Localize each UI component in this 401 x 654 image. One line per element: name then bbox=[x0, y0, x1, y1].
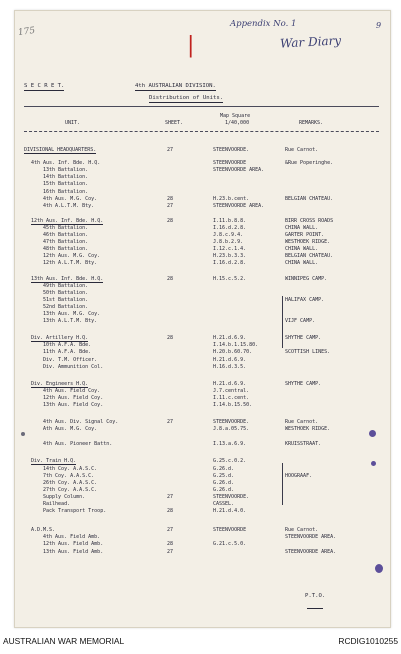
unit-cell: 4th Aus. Field Amb. bbox=[43, 534, 101, 541]
sheet-cell: 28 bbox=[167, 541, 174, 548]
unit-cell: 14th Battalion. bbox=[43, 174, 89, 181]
map-cell: J.8.a.05.75. bbox=[213, 426, 250, 433]
map-cell: I.13.a.6.9. bbox=[213, 441, 247, 448]
unit-cell: 7th Coy. A.A.S.C. bbox=[43, 472, 95, 479]
map-cell: J.7.central. bbox=[213, 387, 250, 394]
page-number: 9 bbox=[376, 21, 382, 30]
map-cell: H.21.d.6.9. bbox=[213, 380, 247, 387]
unit-cell: 13th Aus. Inf. Bde. H.Q. bbox=[31, 275, 104, 282]
col-unit: UNIT. bbox=[65, 120, 81, 126]
map-cell: I.14.b.15.50. bbox=[213, 402, 253, 408]
remarks-cell: VIJF CAMP. bbox=[285, 318, 316, 325]
map-cell: CASSEL. bbox=[213, 501, 235, 507]
map-cell: STEENVOORDE bbox=[213, 527, 247, 534]
unit-cell: 10th A.F.A. Bde. bbox=[43, 342, 92, 349]
document-page bbox=[14, 10, 391, 628]
sheet-cell: 28 bbox=[167, 217, 174, 224]
unit-cell: 12th Aus. M.G. Coy. bbox=[43, 253, 101, 260]
remarks-cell: CHINA WALL. bbox=[285, 260, 319, 267]
header-rule bbox=[24, 131, 379, 132]
map-cell: STEENVOORDE. bbox=[213, 493, 250, 500]
footer bbox=[0, 636, 401, 650]
secret-label: S E C R E T. bbox=[24, 83, 65, 89]
remarks-cell: BIRR CROSS ROADS bbox=[285, 217, 334, 224]
remarks-cell: SHYTHE CAMP. bbox=[285, 380, 322, 387]
unit-cell: 12th Aus. Inf. Bde. H.Q. bbox=[31, 217, 104, 224]
col-sheet: SHEET. bbox=[165, 120, 184, 126]
sheet-cell: 27 bbox=[167, 527, 174, 534]
unit-cell: 4th A.L.T.M. Bty. bbox=[43, 202, 95, 209]
page-mark-left: 175 bbox=[17, 25, 36, 39]
unit-cell: 52nd Battalion. bbox=[43, 303, 89, 310]
unit-cell: 15th Battalion. bbox=[43, 181, 89, 188]
unit-cell: Div. Engineers H.Q. bbox=[31, 380, 89, 387]
footer-right: RCDIG1010255 bbox=[338, 636, 398, 646]
unit-cell: 4th Aus. Pioneer Battn. bbox=[43, 441, 113, 448]
map-cell: H.16.d.3.5. bbox=[213, 363, 247, 370]
unit-cell: 16th Battalion. bbox=[43, 188, 89, 195]
remarks-cell: BELGIAN CHATEAU. bbox=[285, 195, 334, 202]
unit-cell: Div. T.M. Officer. bbox=[43, 356, 98, 363]
map-cell: I.16.d.2.8. bbox=[213, 224, 247, 231]
bracket-13th-bde bbox=[279, 296, 283, 348]
handwritten-title: War Diary bbox=[279, 33, 342, 51]
unit-cell: 26th Coy. A.A.S.C. bbox=[43, 479, 98, 486]
footer-left: AUSTRALIAN WAR MEMORIAL bbox=[3, 636, 125, 646]
remarks-cell: WESTHOEK RIDGE. bbox=[285, 239, 331, 246]
unit-cell: 12th A.L.T.M. Bty. bbox=[43, 260, 98, 267]
unit-cell: DIVISIONAL HEADQUARTERS. bbox=[24, 147, 97, 153]
unit-cell: 49th Battalion. bbox=[43, 282, 89, 289]
unit-cell: A.D.M.S. bbox=[31, 527, 56, 534]
map-cell: J.8.b.2.9. bbox=[213, 239, 244, 246]
punch-hole bbox=[21, 432, 25, 436]
map-cell: H.20.b.60.70. bbox=[213, 349, 253, 356]
map-cell: STEENVOORDE. bbox=[213, 419, 250, 426]
remarks-cell: WESTHOEK RIDGE. bbox=[285, 426, 331, 433]
sheet-cell: 27 bbox=[167, 493, 174, 500]
unit-cell: 13th A.L.T.M. Bty. bbox=[43, 318, 98, 325]
remarks-cell: SCOTTISH LINES. bbox=[285, 349, 331, 356]
unit-cell: Div. Train H.Q. bbox=[31, 458, 77, 465]
remarks-cell: STEENVOORDE AREA. bbox=[285, 534, 337, 541]
title-rule bbox=[24, 106, 379, 107]
unit-cell: 12th Aus. Field Coy. bbox=[43, 394, 104, 401]
unit-cell: 13th Aus. M.G. Coy. bbox=[43, 311, 101, 317]
unit-cell: Div. Artillery H.Q. bbox=[31, 335, 89, 342]
map-cell: H.21.d.6.9. bbox=[213, 356, 247, 363]
ink-blot bbox=[375, 564, 383, 573]
unit-cell: 45th Battalion. bbox=[43, 224, 89, 231]
remarks-cell: CHINA WALL. bbox=[285, 246, 319, 253]
unit-cell: 27th Coy. A.A.S.C. bbox=[43, 486, 98, 493]
unit-cell: 13th Aus. Field Amb. bbox=[43, 548, 104, 555]
map-cell: I.12.c.1.4. bbox=[213, 246, 247, 253]
unit-cell: Railhead. bbox=[43, 501, 71, 507]
unit-cell: 48th Battalion. bbox=[43, 246, 89, 253]
map-cell: I.11.c.cent. bbox=[213, 394, 250, 401]
pto-label: P.T.O. bbox=[305, 593, 326, 599]
remarks-cell: WINNIPEG CAMP. bbox=[285, 275, 328, 282]
unit-cell: 13th Battalion. bbox=[43, 167, 89, 174]
map-cell: STEENVOORDE. bbox=[213, 147, 250, 153]
map-cell: J.8.c.9.4. bbox=[213, 232, 244, 238]
map-cell: I.11.b.8.8. bbox=[213, 217, 247, 224]
subtitle: Distribution of Units. bbox=[149, 95, 224, 101]
sheet-cell: 28 bbox=[167, 335, 174, 342]
division-title: 4th AUSTRALIAN DIVISION. bbox=[135, 83, 216, 89]
col-remarks: REMARKS. bbox=[299, 120, 324, 126]
sheet-cell: 28 bbox=[167, 275, 174, 282]
unit-cell: 4th Aus. M.G. Coy. bbox=[43, 195, 98, 202]
remarks-cell: GARTER POINT. bbox=[285, 232, 325, 238]
sheet-cell: 27 bbox=[167, 202, 174, 209]
col-map-line2: 1/40,000 bbox=[225, 120, 250, 126]
map-cell: H.23.b.3.3. bbox=[213, 253, 247, 260]
bracket-div-train bbox=[279, 463, 283, 505]
map-cell: G.26.d. bbox=[213, 486, 235, 493]
unit-cell: 11th A.F.A. Bde. bbox=[43, 349, 92, 356]
remarks-cell: KRUISSTRAAT. bbox=[285, 441, 322, 448]
remarks-cell: HOOGRAAF. bbox=[285, 472, 313, 479]
remarks-cell: Rue Carnot. bbox=[285, 147, 319, 153]
map-cell: H.21.d.6.9. bbox=[213, 335, 247, 342]
col-map-line1: Map Square bbox=[220, 113, 251, 119]
map-cell: G.21.c.5.0. bbox=[213, 541, 247, 548]
ink-blot bbox=[369, 430, 376, 437]
map-cell: H.15.c.5.2. bbox=[213, 275, 247, 282]
sheet-cell: 27 bbox=[167, 548, 174, 555]
unit-cell: 12th Aus. Field Amb. bbox=[43, 541, 104, 548]
unit-cell: Supply Column. bbox=[43, 493, 86, 500]
unit-cell: 50th Battalion. bbox=[43, 289, 89, 296]
map-cell: G.26.d. bbox=[213, 479, 235, 486]
red-mark: | bbox=[187, 33, 195, 58]
sheet-cell: 28 bbox=[167, 195, 174, 202]
remarks-cell: STEENVOORDE AREA. bbox=[285, 548, 337, 555]
sheet-cell: 27 bbox=[167, 419, 174, 426]
remarks-cell: Rue Carnot. bbox=[285, 527, 319, 534]
ink-blot bbox=[371, 461, 376, 466]
unit-cell: 47th Battalion. bbox=[43, 239, 89, 246]
sheet-cell: 28 bbox=[167, 508, 174, 515]
unit-cell: 14th Coy. A.A.S.C. bbox=[43, 465, 98, 472]
unit-cell: Ath Aus. M.G. Coy. bbox=[43, 426, 98, 433]
unit-cell: Pack Transport Troop. bbox=[43, 508, 107, 515]
map-cell: H.21.d.4.0. bbox=[213, 508, 247, 515]
unit-cell: 4th Aus. Field Coy. bbox=[43, 387, 101, 394]
unit-cell: 51st Battalion. bbox=[43, 296, 89, 303]
remarks-cell: BELGIAN CHATEAU. bbox=[285, 253, 334, 260]
map-cell: G.26.d. bbox=[213, 465, 235, 472]
remarks-cell: SHYTHE CAMP. bbox=[285, 335, 322, 342]
unit-cell: Div. Ammunition Col. bbox=[43, 363, 104, 370]
remarks-cell: CHINA WALL. bbox=[285, 224, 319, 231]
unit-cell: 46th Battalion. bbox=[43, 232, 89, 238]
remarks-cell: Rue Carnot. bbox=[285, 419, 319, 426]
remarks-cell: HALIFAX CAMP. bbox=[285, 296, 325, 303]
sheet-cell: 27 bbox=[167, 147, 174, 153]
map-cell: I.16.d.2.8. bbox=[213, 260, 247, 267]
map-cell: G.25.c.0.2. bbox=[213, 458, 247, 465]
map-cell: H.23.b.cent. bbox=[213, 195, 250, 202]
map-cell: I.14.b.1.15.80. bbox=[213, 342, 259, 349]
unit-cell: 13th Aus. Field Coy. bbox=[43, 402, 104, 408]
map-cell: STEENVOORDE AREA. bbox=[213, 167, 265, 174]
map-cell: STEENVOORDE AREA. bbox=[213, 202, 265, 209]
unit-cell: 4th Aus. Inf. Bde. H.Q. bbox=[31, 160, 101, 167]
unit-cell: 4th Aus. Div. Signal Coy. bbox=[43, 419, 119, 426]
map-cell: STEENVOORDE bbox=[213, 160, 247, 167]
map-cell: G.25.d. bbox=[213, 472, 235, 479]
pto-dash bbox=[307, 608, 323, 609]
remarks-cell: &Rue Poperinghe. bbox=[285, 160, 334, 167]
appendix-label: Appendix No. 1 bbox=[230, 19, 297, 29]
